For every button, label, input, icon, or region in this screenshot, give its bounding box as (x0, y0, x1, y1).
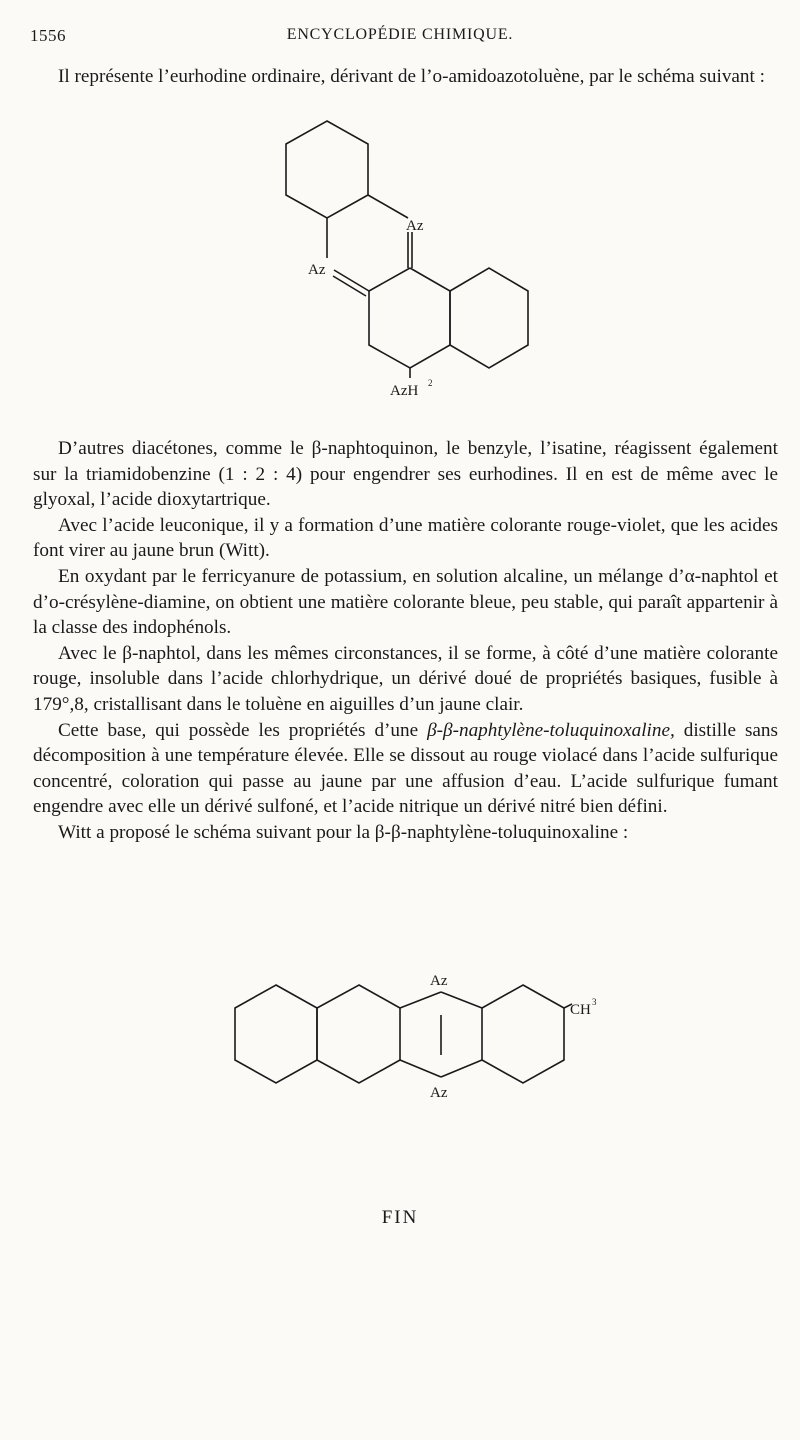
compound-name-italic: β-β-naphtylène-toluquinoxaline, (427, 719, 675, 741)
intro-paragraph: Il représente l’eurhodine ordinaire, dérivant de l’o-amidoazotoluène, par le schéma suivant : (58, 66, 765, 87)
body-block (33, 436, 778, 846)
paragraph-cette-base: Cette base, qui possède les propriétés d’une β-β-naphtylène-toluquinoxaline, distille sans décomposition à une température élevée. Elle se dissout au rouge violacé dans l’acide sulfurique concentré, coloration qui passe au jaune par une affusion d’eau. L’acide sulfurique fumant engendre avec elle un dérivé sulfoné, et l’acide nitrique un dérivé nitré bien défini. (33, 719, 778, 818)
azote-label-right: Az (406, 218, 424, 234)
azote-label-top: Az (430, 973, 448, 989)
end-mark-fin: FIN (381, 1207, 419, 1228)
toluene-ring-right (482, 985, 564, 1083)
naphthalene-ring-middle (317, 985, 400, 1083)
methyl-subscript: 3 (592, 997, 597, 1007)
azote-label-bottom: Az (430, 1085, 448, 1100)
intro-block (33, 64, 778, 90)
amine-subscript: 2 (428, 378, 433, 388)
central-ring (369, 268, 450, 368)
eurhodine-structure-diagram (270, 110, 550, 410)
paragraph-acide-leuconique: Avec l’acide leuconique, il y a formation d’une matière colorante rouge-violet, que les acides font virer au jaune brun (Witt). (33, 514, 778, 562)
page-header (30, 26, 770, 50)
paragraph-witt-schema: Witt a proposé le schéma suivant pour la β-β-naphtylène-toluquinoxaline : (58, 821, 629, 843)
naphthalene-ring-right (450, 268, 528, 368)
azote-label-left: Az (308, 262, 326, 278)
paragraph-ferricyanure: En oxydant par le ferricyanure de potassium, en solution alcaline, un mélange d’α-naphtol et d’o-crésylène-diamine, on obtient une matière colorante bleue, peu stable, qui paraît appartenir à la classe des indophénols. (33, 565, 778, 639)
amine-label: AzH (390, 383, 419, 399)
methyl-label: CH (570, 1002, 591, 1018)
paragraph-diacetones: D’autres diacétones, comme le β-naphtoquinon, le benzyle, l’isatine, réagissent également sur la triamidobenzine (1 : 2 : 4) pour engendrer ses eurhodines. Il en est de même avec le glyoxal, l’acide dioxytartrique. (33, 438, 778, 511)
toluquinoxaline-structure-diagram (225, 965, 605, 1100)
benzene-ring-top (286, 121, 368, 218)
naphthalene-ring-left (235, 985, 317, 1083)
paragraph-beta-naphtol: Avec le β-naphtol, dans les mêmes circonstances, il se forme, à côté d’une matière colorante rouge, insoluble dans l’acide chlorhydrique, un dérivé doué de propriétés basiques, fusible à 179°,8, cristallisant dans le toluène en aiguilles d’un jaune clair. (33, 642, 778, 715)
page-number: 1556 (30, 26, 66, 45)
running-title: ENCYCLOPÉDIE CHIMIQUE. (286, 26, 514, 43)
